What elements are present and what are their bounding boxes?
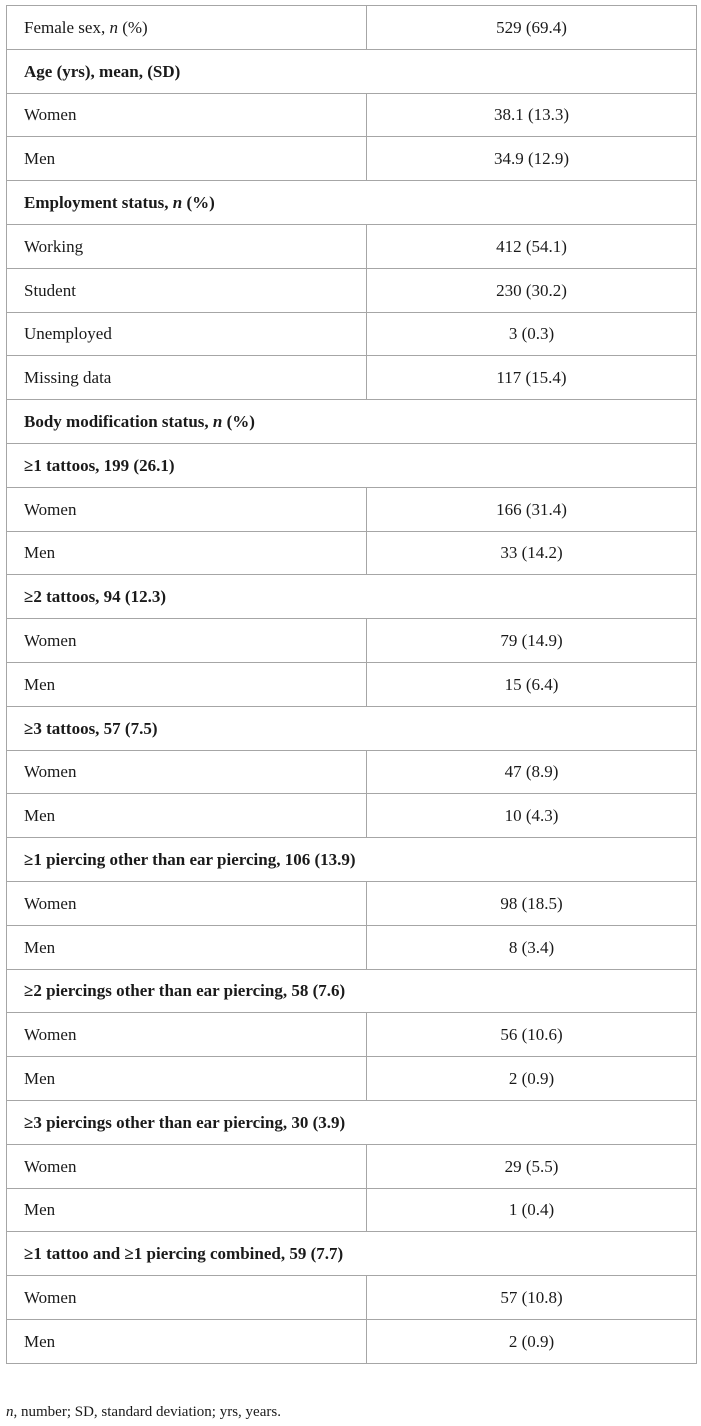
row-label-text: Men — [24, 1200, 56, 1220]
row-label-text: Working — [24, 236, 84, 256]
table-row — [7, 1188, 697, 1232]
row-label-text: ≥1 tattoo and ≥1 piercing combined, 59 (7.7) — [24, 1244, 344, 1264]
n-italic: n — [212, 412, 223, 432]
row-label-text: Women — [24, 893, 77, 913]
row-label-text: ≥2 piercings other than ear piercing, 58 (7.6) — [24, 981, 346, 1001]
row-label — [7, 619, 367, 663]
row-value: 56 (10.6) — [367, 1013, 697, 1057]
row-value: 33 (14.2) — [367, 531, 697, 575]
table-row — [7, 750, 697, 794]
n-italic: n — [172, 193, 183, 213]
row-value: 15 (6.4) — [367, 662, 697, 706]
row-value: 57 (10.8) — [367, 1276, 697, 1320]
section-heading — [7, 1100, 697, 1144]
section-row — [7, 838, 697, 882]
section-heading — [7, 443, 697, 487]
row-label — [7, 312, 367, 356]
row-label-text: Men — [24, 674, 56, 694]
section-heading — [7, 575, 697, 619]
table-row — [7, 93, 697, 137]
row-label-text: Men — [24, 543, 56, 563]
row-label-text: Body modification status, — [24, 412, 213, 432]
section-heading — [7, 49, 697, 93]
section-heading — [7, 1232, 697, 1276]
row-label-text: (%) — [222, 412, 255, 432]
row-label-text: ≥1 tattoos, 199 (26.1) — [24, 455, 175, 475]
row-label-text: Women — [24, 1025, 77, 1045]
row-label — [7, 1144, 367, 1188]
row-value: 38.1 (13.3) — [367, 93, 697, 137]
table-row — [7, 268, 697, 312]
row-label-text: Men — [24, 937, 56, 957]
table-row — [7, 487, 697, 531]
row-value: 1 (0.4) — [367, 1188, 697, 1232]
row-value: 117 (15.4) — [367, 356, 697, 400]
row-label-text: Men — [24, 149, 56, 169]
row-label — [7, 93, 367, 137]
row-value: 412 (54.1) — [367, 224, 697, 268]
table-row — [7, 1057, 697, 1101]
table-row — [7, 1144, 697, 1188]
row-label-text: Women — [24, 1156, 77, 1176]
row-value: 166 (31.4) — [367, 487, 697, 531]
table-row — [7, 1319, 697, 1363]
row-label-text: Student — [24, 280, 76, 300]
row-label-text: Women — [24, 631, 77, 651]
n-italic: n — [109, 17, 118, 37]
row-label-text: Unemployed — [24, 324, 112, 344]
row-value: 3 (0.3) — [367, 312, 697, 356]
table-row — [7, 925, 697, 969]
row-value: 2 (0.9) — [367, 1057, 697, 1101]
row-label-text: Female sex, — [24, 17, 110, 37]
section-row — [7, 1100, 697, 1144]
table-row — [7, 1013, 697, 1057]
table-row — [7, 1276, 697, 1320]
row-label — [7, 1319, 367, 1363]
table-row — [7, 531, 697, 575]
section-row — [7, 443, 697, 487]
table-row — [7, 662, 697, 706]
row-label — [7, 1276, 367, 1320]
section-heading — [7, 706, 697, 750]
section-row — [7, 49, 697, 93]
row-value: 10 (4.3) — [367, 794, 697, 838]
row-label — [7, 1188, 367, 1232]
row-label — [7, 224, 367, 268]
row-label — [7, 137, 367, 181]
row-label-text: Men — [24, 1331, 56, 1351]
row-label-text: Missing data — [24, 368, 112, 388]
row-value: 79 (14.9) — [367, 619, 697, 663]
row-label — [7, 1013, 367, 1057]
section-row — [7, 1232, 697, 1276]
row-label-text: ≥1 piercing other than ear piercing, 106 (13.9) — [24, 850, 356, 870]
row-label-text: ≥3 piercings other than ear piercing, 30 (3.9) — [24, 1112, 346, 1132]
row-value: 2 (0.9) — [367, 1319, 697, 1363]
row-label-text: Women — [24, 762, 77, 782]
row-label-text: ≥3 tattoos, 57 (7.5) — [24, 718, 158, 738]
row-label-text: Women — [24, 499, 77, 519]
section-heading — [7, 838, 697, 882]
table-row — [7, 356, 697, 400]
table-body — [7, 6, 697, 1364]
row-label — [7, 356, 367, 400]
row-label — [7, 794, 367, 838]
footnote-text: , number; SD, standard deviation; yrs, years. — [13, 1404, 281, 1420]
table-row — [7, 224, 697, 268]
row-value: 8 (3.4) — [367, 925, 697, 969]
row-label — [7, 487, 367, 531]
row-label-text: (%) — [182, 193, 215, 213]
section-row — [7, 181, 697, 225]
row-label-text: Men — [24, 1069, 56, 1089]
footnote-n: n — [6, 1404, 14, 1420]
row-label — [7, 268, 367, 312]
section-row — [7, 706, 697, 750]
row-value: 98 (18.5) — [367, 881, 697, 925]
row-label — [7, 925, 367, 969]
row-label — [7, 6, 367, 50]
table-row — [7, 6, 697, 50]
row-label — [7, 1057, 367, 1101]
table-row — [7, 312, 697, 356]
section-heading — [7, 181, 697, 225]
row-value: 29 (5.5) — [367, 1144, 697, 1188]
table-row — [7, 881, 697, 925]
section-row — [7, 969, 697, 1013]
row-label — [7, 531, 367, 575]
row-label-text: Employment status, — [24, 193, 173, 213]
section-row — [7, 400, 697, 444]
row-value: 230 (30.2) — [367, 268, 697, 312]
row-value: 529 (69.4) — [367, 6, 697, 50]
section-row — [7, 575, 697, 619]
table-row — [7, 794, 697, 838]
row-label-text: Men — [24, 806, 56, 826]
row-value: 47 (8.9) — [367, 750, 697, 794]
section-heading — [7, 400, 697, 444]
row-value: 34.9 (12.9) — [367, 137, 697, 181]
row-label — [7, 750, 367, 794]
row-label — [7, 881, 367, 925]
row-label-text: (%) — [117, 17, 148, 37]
characteristics-table — [6, 5, 697, 1364]
row-label-text: Women — [24, 1288, 77, 1307]
section-heading — [7, 969, 697, 1013]
table-footnote — [6, 1404, 281, 1421]
table-row — [7, 619, 697, 663]
row-label-text: Age (yrs), mean, (SD) — [24, 61, 181, 81]
row-label — [7, 662, 367, 706]
table-row — [7, 137, 697, 181]
row-label-text: ≥2 tattoos, 94 (12.3) — [24, 587, 167, 607]
row-label-text: Women — [24, 105, 77, 125]
